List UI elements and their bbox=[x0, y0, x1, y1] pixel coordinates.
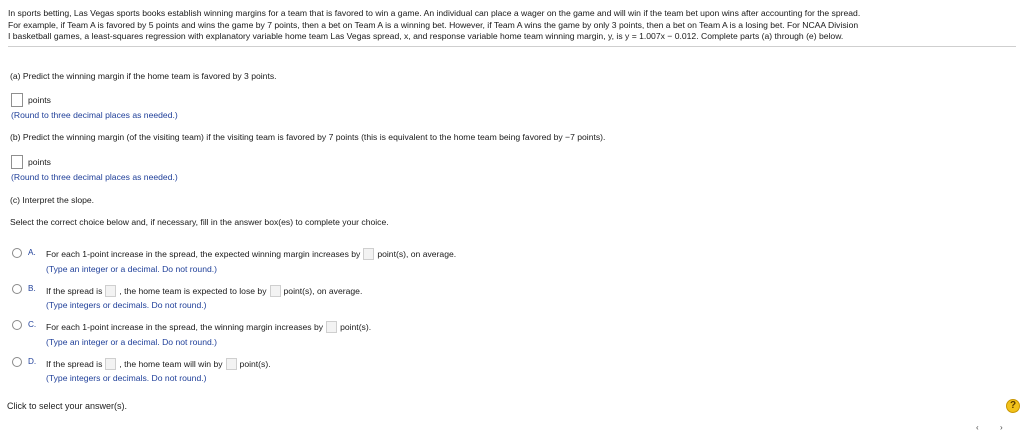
problem-statement bbox=[8, 8, 1016, 43]
choice-d-radio[interactable] bbox=[12, 357, 22, 367]
choice-c-hint: (Type an integer or a decimal. Do not round.) bbox=[46, 337, 218, 347]
problem-line-3-start: I basketball games, a least-squares regression with explanatory variable home team Las Vegas spread, x, and response variable home team winning margin, y, is bbox=[8, 31, 626, 42]
problem-line-3-end: = 1.007x − 0.012. Complete parts (a) through (e) below. bbox=[629, 31, 844, 42]
choice-b-text-2: , the home team is expected to lose by bbox=[119, 286, 267, 296]
choice-b-points-box[interactable] bbox=[270, 285, 281, 297]
choice-b-radio[interactable] bbox=[12, 284, 22, 294]
part-b-answer-input[interactable] bbox=[11, 155, 23, 169]
choice-a-text-2: point(s), on average. bbox=[377, 249, 457, 259]
scroll-left-icon[interactable]: ‹ bbox=[976, 423, 979, 432]
choice-b-text-3: point(s), on average. bbox=[283, 286, 363, 296]
choice-b-spread-box[interactable] bbox=[105, 285, 116, 297]
part-a-hint: (Round to three decimal places as needed.) bbox=[11, 110, 178, 120]
choice-d-text bbox=[46, 358, 271, 370]
choice-c-text bbox=[46, 321, 371, 333]
scroll-right-icon[interactable]: › bbox=[1000, 423, 1003, 432]
status-message: Click to select your answer(s). bbox=[7, 401, 128, 411]
choice-a-letter: A. bbox=[28, 248, 36, 257]
choice-c-radio[interactable] bbox=[12, 320, 22, 330]
choice-d-letter: D. bbox=[28, 357, 37, 366]
help-icon[interactable]: ? bbox=[1006, 399, 1020, 413]
part-a-question: (a) Predict the winning margin if the home team is favored by 3 points. bbox=[10, 71, 277, 81]
choice-b-text-1: If the spread is bbox=[46, 286, 103, 296]
part-c-question: (c) Interpret the slope. bbox=[10, 195, 95, 205]
choice-d-spread-box[interactable] bbox=[105, 358, 116, 370]
divider bbox=[8, 46, 1016, 47]
choice-c-text-2: point(s). bbox=[340, 322, 372, 332]
choice-a-text-1: For each 1-point increase in the spread, the expected winning margin increases by bbox=[46, 249, 361, 259]
choice-b-letter: B. bbox=[28, 284, 36, 293]
part-c-instruction: Select the correct choice below and, if necessary, fill in the answer box(es) to complete your choice. bbox=[10, 217, 389, 227]
choice-d-points-box[interactable] bbox=[226, 358, 237, 370]
choice-c-answer-box[interactable] bbox=[326, 321, 337, 333]
choice-a-answer-box[interactable] bbox=[363, 248, 374, 260]
part-b-question: (b) Predict the winning margin (of the visiting team) if the visiting team is favored by 7 points (this is equivalent to the home team being favored by −7 points). bbox=[10, 132, 606, 142]
part-b-hint: (Round to three decimal places as needed.) bbox=[11, 172, 178, 182]
problem-line-1: In sports betting, Las Vegas sports books establish winning margins for a team that is favored to win a game. An individual can place a wager on the game and will win if the team bet upon wins after accounting for the spread. bbox=[8, 8, 861, 18]
choice-d-hint: (Type integers or decimals. Do not round.) bbox=[46, 373, 207, 383]
choice-a-text bbox=[46, 248, 456, 260]
choice-c-text-1: For each 1-point increase in the spread, the winning margin increases by bbox=[46, 322, 324, 332]
choice-a-hint: (Type an integer or a decimal. Do not round.) bbox=[46, 264, 218, 274]
choice-b-hint: (Type integers or decimals. Do not round.) bbox=[46, 300, 207, 310]
choice-a-radio[interactable] bbox=[12, 248, 22, 258]
choice-d-text-1: If the spread is bbox=[46, 359, 103, 369]
choice-b-text bbox=[46, 285, 362, 297]
part-a-unit: points bbox=[28, 95, 51, 105]
part-a-answer-input[interactable] bbox=[11, 93, 23, 107]
choice-d-text-3: point(s). bbox=[239, 359, 271, 369]
choice-c-letter: C. bbox=[28, 320, 37, 329]
y-hat-symbol: ^ y bbox=[625, 31, 629, 43]
problem-line-3 bbox=[8, 31, 1016, 43]
part-b-unit: points bbox=[28, 157, 51, 167]
choice-d-text-2: , the home team will win by bbox=[119, 359, 223, 369]
problem-line-2: For example, if Team A is favored by 5 points and wins the game by 7 points, then a bet on Team A is a winning bet. However, if Team A wins the game by only 3 points, then a bet on Team A is a losing bet. For NCAA Division bbox=[8, 19, 859, 30]
